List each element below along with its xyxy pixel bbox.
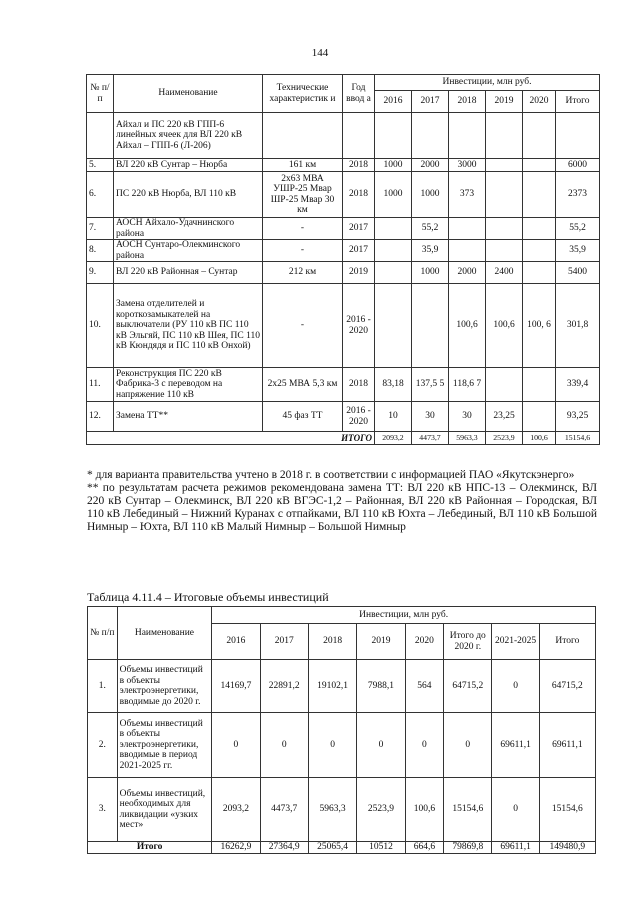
investment-table [86, 74, 600, 445]
row-name: Реконструкция ПС 220 кВ Фабрика-3 с переводом на напряжение 110 кВ [114, 368, 263, 402]
row-value: 4473,7 [260, 778, 308, 842]
page-number: 144 [311, 47, 329, 59]
row-value: 69611,1 [492, 713, 539, 778]
row-value: 100,6 [486, 284, 523, 368]
row-year: 2017 [343, 240, 375, 262]
header-num: № п/п [88, 607, 118, 660]
total-value: 79869,8 [444, 842, 492, 854]
row-value: 564 [405, 660, 443, 713]
row-tech: 2х63 МВА УШР-25 Мвар ШР-25 Мвар 30 км [263, 172, 343, 218]
row-num: 3. [88, 778, 118, 842]
row-value: 10 [375, 402, 412, 432]
row-value: 1000 [375, 172, 412, 218]
row-num: 6. [87, 172, 114, 218]
row-num: 5. [87, 159, 114, 172]
row-value: 0 [260, 713, 308, 778]
row-value: 137,5 5 [412, 368, 449, 402]
row-value: 6000 [556, 159, 600, 172]
row-value [486, 368, 523, 402]
row-value [523, 262, 556, 284]
row-name: Объемы инвестиций в объекты электроэнергетики, вводимые до 2020 г. [117, 660, 212, 713]
row-value [523, 240, 556, 262]
table-caption: Таблица 4.11.4 – Итоговые объемы инвестиций [87, 590, 329, 604]
row-value: 2000 [449, 262, 486, 284]
total-label: Итого [88, 842, 212, 854]
header-total-col: Итого [539, 624, 595, 660]
row-value: 1000 [412, 262, 449, 284]
row-value [449, 218, 486, 240]
row-name: ПС 220 кВ Нюрба, ВЛ 110 кВ [114, 172, 263, 218]
total-value: 100,6 [523, 432, 556, 445]
row-value: 118,6 7 [449, 368, 486, 402]
row-value: 15154,6 [444, 778, 492, 842]
row-value: 15154,6 [539, 778, 595, 842]
total-value: 10512 [357, 842, 405, 854]
row-year: 2016 - 2020 [343, 402, 375, 432]
table-row [87, 159, 600, 172]
header-year-col: 2017 [260, 624, 308, 660]
row-value [486, 240, 523, 262]
row-value [449, 113, 486, 159]
row-value [523, 113, 556, 159]
row-name: ВЛ 220 кВ Сунтар – Нюрба [114, 159, 263, 172]
table-row [87, 284, 600, 368]
row-value: 30 [412, 402, 449, 432]
row-value [375, 262, 412, 284]
row-name: ВЛ 220 кВ Районная – Сунтар [114, 262, 263, 284]
row-name: Айхал и ПС 220 кВ ГПП-6 линейных ячеек для ВЛ 220 кВ Айхал – ГПП-6 (Л-206) [114, 113, 263, 159]
total-value: 4473,7 [412, 432, 449, 445]
row-tech: - [263, 284, 343, 368]
row-value [412, 113, 449, 159]
row-value [486, 113, 523, 159]
header-tech: Технические характеристик и [263, 75, 343, 113]
row-value: 339,4 [556, 368, 600, 402]
total-label: ИТОГО [87, 432, 375, 445]
row-tech: 161 км [263, 159, 343, 172]
summary-table [87, 606, 596, 854]
row-value: 55,2 [412, 218, 449, 240]
total-value: 664,6 [405, 842, 443, 854]
row-value: 2373 [556, 172, 600, 218]
row-value [523, 159, 556, 172]
row-name: АОСН Айхало-Удачнинского района [114, 218, 263, 240]
row-value: 5400 [556, 262, 600, 284]
row-value [375, 284, 412, 368]
row-value [486, 172, 523, 218]
row-value: 55,2 [556, 218, 600, 240]
header-name: Наименование [114, 75, 263, 113]
footnotes [87, 469, 597, 534]
row-value: 100, 6 [523, 284, 556, 368]
row-tech: - [263, 218, 343, 240]
total-value: 16262,9 [212, 842, 260, 854]
row-year: 2019 [343, 262, 375, 284]
row-num: 9. [87, 262, 114, 284]
row-num: 2. [88, 713, 118, 778]
footnote-1: * для варианта правительства учтено в 2018 г. в соответствии с информацией ПАО «Якутскэнерго» [87, 469, 575, 481]
header-year-col: 2018 [308, 624, 356, 660]
row-value: 30 [449, 402, 486, 432]
row-year [343, 113, 375, 159]
row-value: 301,8 [556, 284, 600, 368]
table-row [87, 113, 600, 159]
total-value: 2093,2 [375, 432, 412, 445]
row-value: 14169,7 [212, 660, 260, 713]
row-value: 0 [357, 713, 405, 778]
row-tech: - [263, 240, 343, 262]
row-num: 12. [87, 402, 114, 432]
row-value [523, 172, 556, 218]
row-value: 2093,2 [212, 778, 260, 842]
row-value: 0 [492, 660, 539, 713]
table-row [88, 713, 596, 778]
header-year-col: 2016 [212, 624, 260, 660]
table-row [87, 240, 600, 262]
row-value: 2400 [486, 262, 523, 284]
row-value: 64715,2 [444, 660, 492, 713]
total-value: 2523,9 [486, 432, 523, 445]
table-row [87, 368, 600, 402]
row-value: 22891,2 [260, 660, 308, 713]
row-value [523, 218, 556, 240]
row-year: 2017 [343, 218, 375, 240]
table-row [87, 262, 600, 284]
row-value: 35,9 [412, 240, 449, 262]
row-year: 2016 - 2020 [343, 284, 375, 368]
total-value: 25065,4 [308, 842, 356, 854]
row-value: 7988,1 [357, 660, 405, 713]
row-num: 8. [87, 240, 114, 262]
header-total-col: Итого [556, 91, 600, 113]
header-year: Год ввод а [343, 75, 375, 113]
header-year-col: 2020 [523, 91, 556, 113]
row-value [523, 368, 556, 402]
row-value: 0 [308, 713, 356, 778]
row-value: 5963,3 [308, 778, 356, 842]
table-row [88, 778, 596, 842]
row-value [449, 240, 486, 262]
header-year-col: 2019 [357, 624, 405, 660]
header-invest: Инвестиции, млн руб. [212, 607, 596, 624]
total-value: 69611,1 [492, 842, 539, 854]
row-year: 2018 [343, 159, 375, 172]
row-name: АОСН Сунтаро-Олекминского района [114, 240, 263, 262]
header-year-col: 2017 [412, 91, 449, 113]
header-num: № п/п [87, 75, 114, 113]
header-year-col: 2019 [486, 91, 523, 113]
row-num [87, 113, 114, 159]
header-year-col: 2021-2025 [492, 624, 539, 660]
row-value [375, 240, 412, 262]
row-name: Замена отделителей и короткозамыкателей на выключатели (РУ 110 кВ ПС 110 кВ Эльгяй, ПС 110 кВ Шея, ПС 110 кВ Кюндядя и ПС 110 кВ Онхой) [114, 284, 263, 368]
table-row [87, 402, 600, 432]
row-value: 35,9 [556, 240, 600, 262]
row-value [412, 284, 449, 368]
row-num: 7. [87, 218, 114, 240]
header-year-col: Итого до 2020 г. [444, 624, 492, 660]
table-row [87, 218, 600, 240]
row-value: 373 [449, 172, 486, 218]
row-name: Объемы инвестиций, необходимых для ликвидации «узких мест» [117, 778, 212, 842]
row-tech: 2х25 МВА 5,3 км [263, 368, 343, 402]
row-name: Объемы инвестиций в объекты электроэнергетики, вводимые в период 2021-2025 гг. [117, 713, 212, 778]
total-value: 149480,9 [539, 842, 595, 854]
header-year-col: 2020 [405, 624, 443, 660]
row-value: 1000 [412, 172, 449, 218]
table-row [88, 660, 596, 713]
row-value: 0 [444, 713, 492, 778]
row-value: 19102,1 [308, 660, 356, 713]
table-row [87, 172, 600, 218]
row-value [486, 218, 523, 240]
total-value: 5963,3 [449, 432, 486, 445]
row-year: 2018 [343, 368, 375, 402]
total-value: 15154,6 [556, 432, 600, 445]
row-value: 0 [405, 713, 443, 778]
row-value: 69611,1 [539, 713, 595, 778]
row-value [375, 218, 412, 240]
row-value [523, 402, 556, 432]
row-value: 83,18 [375, 368, 412, 402]
row-tech: 212 км [263, 262, 343, 284]
row-value: 3000 [449, 159, 486, 172]
row-value: 2523,9 [357, 778, 405, 842]
row-value [375, 113, 412, 159]
row-value: 100,6 [405, 778, 443, 842]
row-num: 11. [87, 368, 114, 402]
header-invest: Инвестиции, млн руб. [375, 75, 600, 91]
row-value: 0 [492, 778, 539, 842]
row-num: 1. [88, 660, 118, 713]
row-tech: 45 фаз ТТ [263, 402, 343, 432]
row-year: 2018 [343, 172, 375, 218]
row-tech [263, 113, 343, 159]
row-value [486, 159, 523, 172]
total-value: 27364,9 [260, 842, 308, 854]
row-value [556, 113, 600, 159]
row-value: 64715,2 [539, 660, 595, 713]
row-value: 0 [212, 713, 260, 778]
row-value: 23,25 [486, 402, 523, 432]
row-value: 1000 [375, 159, 412, 172]
row-name: Замена ТТ** [114, 402, 263, 432]
row-value: 100,6 [449, 284, 486, 368]
header-name: Наименование [117, 607, 212, 660]
header-year-col: 2016 [375, 91, 412, 113]
header-year-col: 2018 [449, 91, 486, 113]
footnote-2: ** по результатам расчета режимов рекомендована замена ТТ: ВЛ 220 кВ НПС-13 – Олекминск, ВЛ 220 кВ Сунтар – Олекминск, ВЛ 220 кВ ВГЭС-1,2 – Районная, ВЛ 220 кВ Районная – Городская, ВЛ 110 кВ Лебединый – Нижний Куранах с отпайками, ВЛ 110 кВ Юхта – Лебединый, ВЛ 110 кВ Большой Нимныр – Юхта, ВЛ 110 кВ Малый Нимныр – Большой Нимныр [87, 482, 597, 533]
row-value: 2000 [412, 159, 449, 172]
row-num: 10. [87, 284, 114, 368]
row-value: 93,25 [556, 402, 600, 432]
